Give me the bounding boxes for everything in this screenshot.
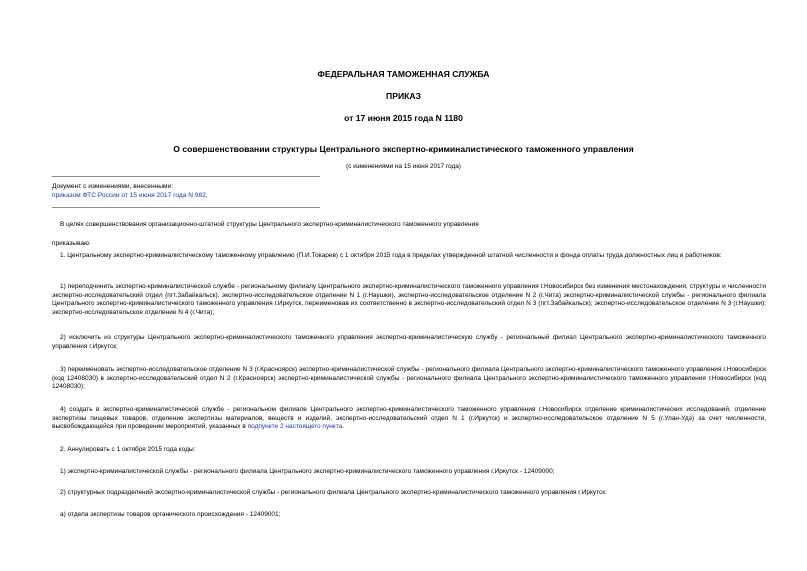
info-box-top-rule [52, 176, 320, 177]
info-box-label: Документ с изменениями, внесенными: [52, 183, 174, 190]
subpoint-2-link[interactable]: подпункте 2 настоящего пункта [247, 423, 343, 431]
intro-paragraph: В целях совершенствования организационно-штатной структуры Центрального экспертно-криминалистического таможенного управления [60, 221, 479, 228]
item-2-code-1: 1) экспертно-криминалистической службы - регионального филиала Центрального экспертно-криминалистического таможенного управления г.Иркутск - 12409000; [60, 468, 555, 475]
item-1: 1. Центральному экспертно-криминалистическому таможенному управлению (П.И.Токарев) с 1 октября 2015 года в пределах утвержденной штатной численности и фонда оплаты труда должностных лиц и работников: [60, 252, 722, 259]
item-2: 2. Аннулировать с 1 октября 2015 года коды: [60, 446, 196, 453]
info-box-bottom-rule [52, 207, 320, 208]
item-1-sub-4 [52, 406, 766, 432]
info-box [52, 182, 320, 200]
item-1-sub-4-text: 4) создать в экспертно-криминалистической службе - региональном филиале Центрального экспертно-криминалистического таможенного управления г.Новосибирск отделение криминалистических исследований, отделение экспертизы пищевых товаров, отделение экспертизы материалов, веществ и изделий, экспертно-исследовательский отдел N 1 (г.Иркутск) и экспертно-исследовательское отделение N 5 (г.Улан-Удэ) за счет численности, высвобождающейся при проведении мероприятий, указанных в [52, 406, 766, 431]
document-title: О совершенствовании структуры Центрального экспертно-криминалистического таможенного управления [173, 144, 634, 154]
amending-order-link[interactable]: приказом ФТС России от 15 июня 2017 года N 982. [52, 192, 208, 199]
amendment-note: (с изменениями на 15 июня 2017 года) [346, 163, 461, 170]
item-2-code-2: 2) структурных подразделений экспертно-криминалистической службы - регионального филиала Центрального экспертно-криминалистического таможенного управления г.Иркутск: [60, 489, 607, 496]
item-1-sub-4-end: . [342, 423, 345, 431]
agency-heading: ФЕДЕРАЛЬНАЯ ТАМОЖЕННАЯ СЛУЖБА [317, 69, 490, 79]
item-1-sub-2: 2) исключить из структуры Центрального экспертно-криминалистического таможенного управления экспертно-криминалистическую службу - региональный филиал Центрального экспертно-криминалистического таможенного управления г.Иркутск; [52, 334, 766, 350]
date-number-heading: от 17 июня 2015 года N 1180 [344, 113, 463, 123]
item-2-code-a: а) отдела экспертизы товаров органического происхождения - 12409001; [60, 511, 281, 518]
item-1-sub-1: 1) переподчинить экспертно-криминалистической службе - региональному филиалу Центрального экспертно-криминалистического таможенного управления г.Новосибирск без изменения местонахождения, структуры и численности экспертно-исследовательский отдел (пгт.Забайкальск), экспертно-исследовательское отделение N 1 (г.Наушки), экспертно-исследовательское отделение N 2 (г.Чита) экспертно-криминалистической службы - регионального филиала Центрального экспертно-криминалистического таможенного управления г.Иркутск, переименовав их соответственно в экспертно-исследовательский отдел N 3 (пгт.Забайкальск); экспертно-исследовательское отделение N 3 (г.Наушки); экспертно-исследовательское отделение N 4 (г.Чита); [52, 283, 766, 316]
item-1-sub-3: 3) переименовать экспертно-исследовательское отделение N 3 (г.Красноярск) экспертно-криминалистической службы - регионального филиала Центрального экспертно-криминалистического таможенного управления г.Новосибирск (код 12408030) в экспертно-исследовательский отдел N 2 (г.Красноярск) экспертно-криминалистической службы - регионального филиала Центрального экспертно-криминалистического таможенного управления г.Новосибирск (код 12408030); [52, 366, 766, 391]
order-word: приказываю: [52, 240, 91, 247]
doc-type-heading: ПРИКАЗ [386, 91, 421, 101]
